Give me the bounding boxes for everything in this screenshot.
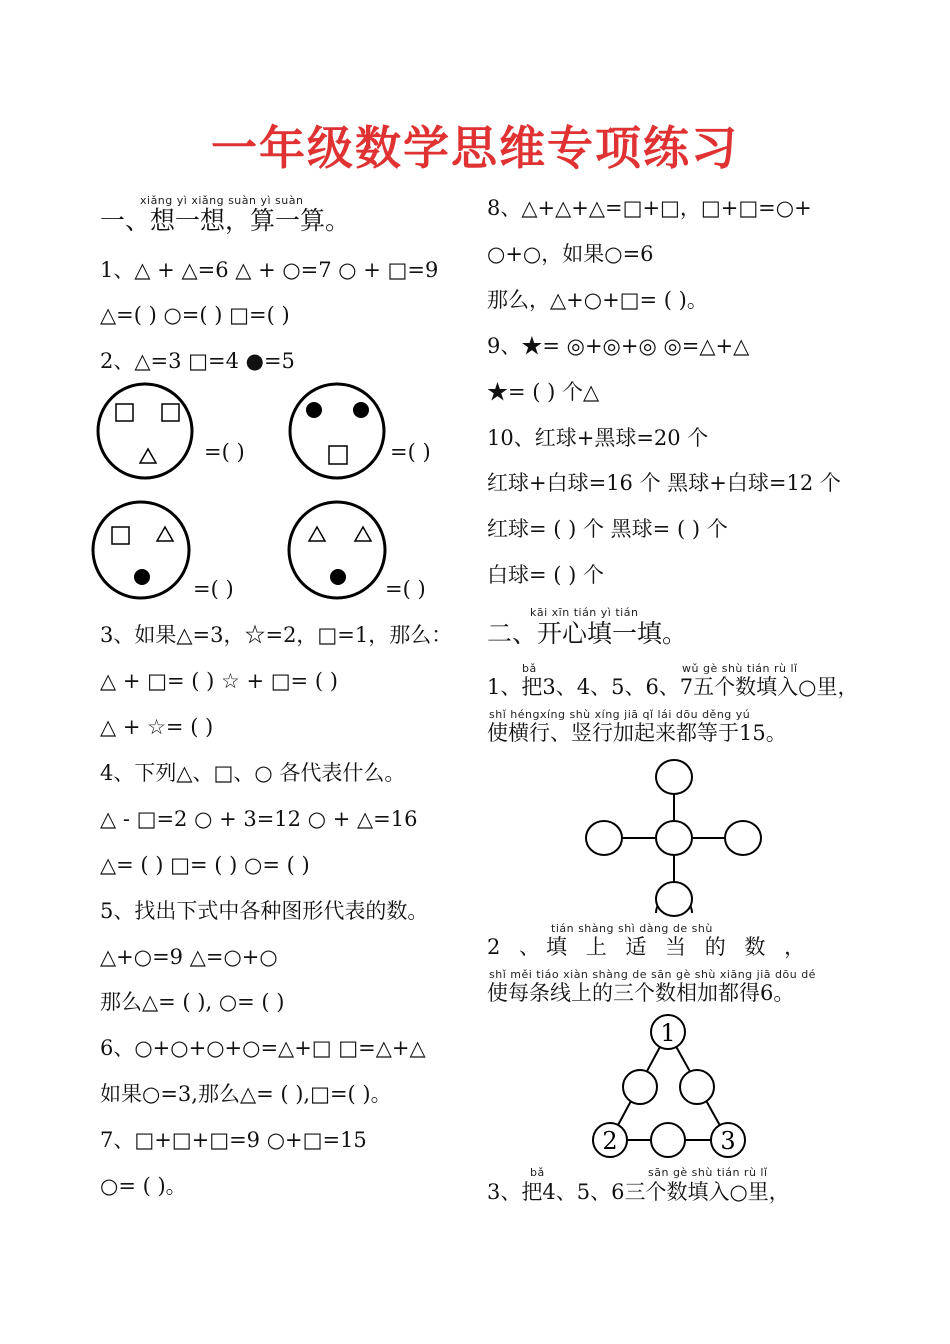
cross-circle-right [725, 821, 761, 855]
q9-line-1: 9、★= ◎+◎+◎ ◎=△+△ [487, 334, 750, 358]
face-circle-4 [287, 502, 387, 602]
section2-heading: 二、开心填一填。 [487, 619, 688, 648]
q5-answers: 那么△= ( ), ○= ( ) [100, 990, 285, 1014]
p1-line-2: 使横行、竖行加起来都等于15。 [487, 721, 787, 745]
q3-expressions: △ + □= ( ) ☆ + □= ( ) [100, 669, 338, 693]
p1-pinyin-3: shǐ héngxíng shù xíng jiā qǐ lái dōu děng yú [489, 708, 751, 721]
q7-equations: 7、□+□+□=9 ○+□=15 [100, 1128, 367, 1152]
p1-pinyin-1: bǎ [522, 662, 537, 675]
q5-equations: △+○=9 △=○+○ [100, 945, 278, 969]
triangle-number-1: 1 [660, 1019, 676, 1047]
triangle-circle-diagram [590, 1012, 750, 1162]
q8-line-3: 那么，△+○+□= ( )。 [487, 288, 708, 312]
q10-line-3: 红球= ( ) 个 黑球= ( ) 个 [487, 517, 728, 541]
q2-values: 2、△=3 □=4 ●=5 [100, 349, 295, 373]
p2-line-1: 2 、填 上 适 当 的 数 ， [487, 935, 812, 959]
q6-equations: 6、○+○+○+○=△+□ □=△+△ [100, 1036, 426, 1060]
q6-answers: 如果○=3,那么△= ( ),□=( )。 [100, 1082, 392, 1106]
q10-line-4: 白球= ( ) 个 [487, 563, 605, 587]
triangle-circle-left-mid [623, 1070, 657, 1104]
q4-question: 4、下列△、□、○ 各代表什么。 [100, 761, 406, 785]
q8-line-2: ○+○，如果○=6 [487, 242, 654, 266]
q1-answers: △=( ) ○=( ) □=( ) [100, 303, 290, 327]
q4-equations: △ - □=2 ○ + 3=12 ○ + △=16 [100, 807, 418, 831]
section1-heading: 一、想一想，算一算。 [100, 206, 351, 235]
q2-blank-4: =( ) [385, 577, 426, 601]
q9-line-2: ★= ( ) 个△ [487, 380, 600, 404]
q2-blank-2: =( ) [390, 440, 431, 464]
p2-line-2: 使每条线上的三个数相加都得6。 [487, 981, 795, 1005]
p2-pinyin-1: tián shàng shì dàng de shù [551, 922, 713, 935]
triangle-number-3: 3 [720, 1127, 736, 1155]
p3-line-1: 3、把4、5、6三个数填入○里， [487, 1180, 790, 1204]
cross-circle-left [586, 821, 622, 855]
triangle-circle-bottom-mid [651, 1123, 685, 1157]
q7-answer: ○= ( )。 [100, 1174, 187, 1198]
section2-pinyin: kāi xīn tián yì tián [530, 606, 639, 619]
cross-circle-center [656, 821, 692, 855]
q3-condition: 3、如果△=3，☆=2，□=1，那么： [100, 623, 453, 647]
face-circle-2 [287, 383, 387, 483]
cross-circle-top [656, 760, 692, 794]
q10-line-1: 10、红球+黑球=20 个 [487, 426, 709, 450]
triangle-circle-right-mid [680, 1070, 714, 1104]
q5-question: 5、找出下式中各种图形代表的数。 [100, 899, 429, 923]
p2-pinyin-2: shǐ měi tiáo xiàn shàng de sān gè shù xiāng jiā dōu dé [489, 968, 816, 981]
q4-answers: △= ( ) □= ( ) ○= ( ) [100, 853, 310, 877]
q10-line-2: 红球+白球=16 个 黑球+白球=12 个 [487, 471, 841, 495]
face-circle-3 [91, 502, 191, 602]
face-circle-1 [95, 383, 195, 483]
q2-blank-1: =( ) [204, 440, 245, 464]
section1-pinyin: xiǎng yì xiǎng suàn yì suàn [140, 194, 304, 207]
triangle-number-2: 2 [602, 1127, 618, 1155]
q2-blank-3: =( ) [193, 577, 234, 601]
p3-pinyin-1: bǎ [530, 1166, 545, 1179]
p1-pinyin-2: wǔ gè shù tián rù lǐ [682, 662, 798, 675]
page-title: 一年级数学思维专项练习 [211, 121, 739, 175]
q3-expression-2: △ + ☆= ( ) [100, 715, 214, 739]
q8-line-1: 8、△+△+△=□+□，□+□=○+ [487, 196, 812, 220]
q1-equations: 1、△ + △=6 △ + ○=7 ○ + □=9 [100, 258, 439, 282]
cross-circle-diagram [583, 758, 763, 916]
p1-line-1: 1、把3、4、5、6、7五个数填入○里， [487, 675, 859, 699]
p3-pinyin-2: sān gè shù tián rù lǐ [648, 1166, 768, 1179]
